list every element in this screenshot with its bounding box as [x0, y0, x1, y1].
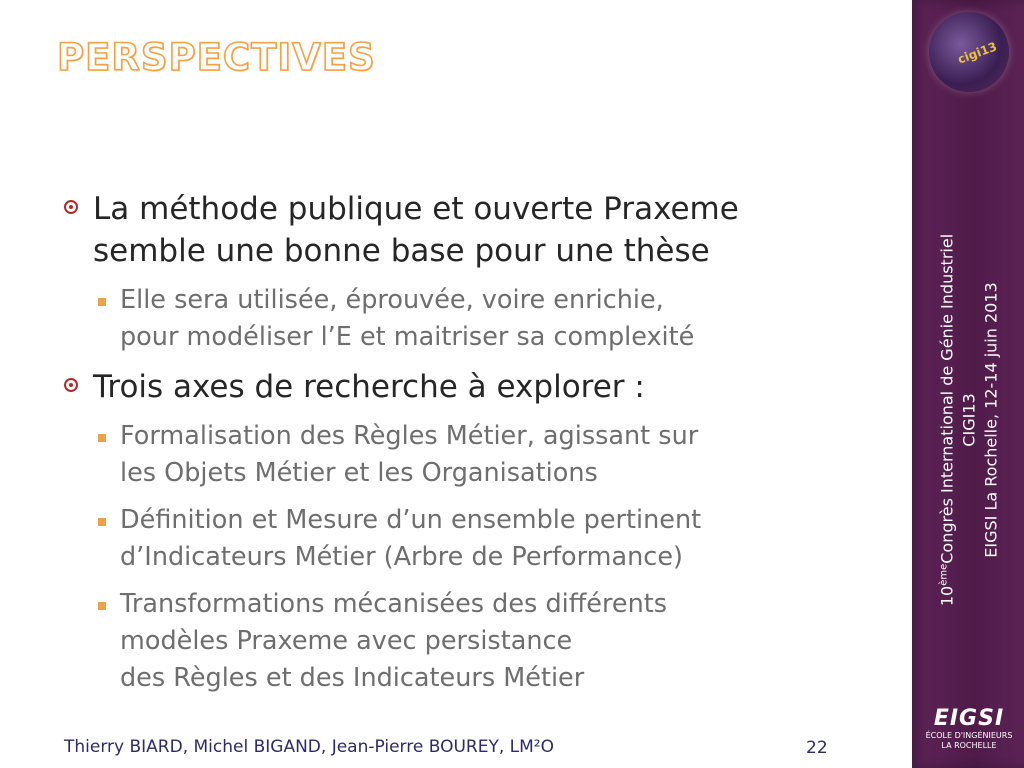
sub-bullet-2-1-line-2: les Objets Métier et les Organisations — [120, 458, 598, 488]
conference-name: Congrès International de Génie Industriel — [937, 233, 957, 564]
conference-ordinal: 10 — [937, 585, 957, 607]
school-logo — [918, 706, 1020, 751]
sub-bullet-2-3-line-2: modèles Praxeme avec persistance — [120, 626, 573, 656]
conference-line-1 — [933, 160, 958, 680]
footer-authors: Thierry BIARD, Michel BIGAND, Jean-Pierre BOUREY, LM²O — [64, 737, 554, 757]
sub-bullet-2-3-line-3: des Règles et des Indicateurs Métier — [120, 663, 585, 693]
bullet-1-line-2: semble une bonne base pour une thèse — [93, 233, 710, 269]
sub-bullet-2-2-line-2: d’Indicateurs Métier (Arbre de Performance) — [120, 542, 683, 572]
school-sub-1: ÉCOLE D'INGÉNIEURS — [925, 731, 1013, 740]
conference-logo-text: cigi13 — [955, 39, 999, 67]
square-bullet-icon — [98, 518, 106, 526]
sidebar — [912, 0, 1024, 768]
conference-line-2: CIGI13 — [959, 393, 979, 447]
page-number: 22 — [806, 738, 828, 758]
conference-ordinal-sup: ème — [938, 563, 950, 586]
bullet-1-line-1: La méthode publique et ouverte Praxeme — [93, 191, 739, 227]
sub-bullet-1-1-line-2: pour modéliser l’E et maitriser sa complexité — [120, 322, 695, 352]
sub-bullet-2-2-line-1: Définition et Mesure d’un ensemble pertinent — [120, 505, 702, 535]
sub-bullet-2-3 — [64, 586, 864, 697]
bullet-list — [64, 188, 864, 707]
sub-bullet-1-1-line-1: Elle sera utilisée, éprouvée, voire enrichie, — [120, 285, 664, 315]
square-bullet-icon — [98, 602, 106, 610]
school-sub-2: LA ROCHELLE — [941, 741, 997, 750]
sub-bullet-2-3-line-1: Transformations mécanisées des différents — [120, 589, 668, 619]
sub-bullet-2-1-line-1: Formalisation des Règles Métier, agissant sur — [120, 421, 699, 451]
conference-line-3: EIGSI La Rochelle, 12-14 juin 2013 — [981, 282, 1001, 558]
slide-title: PERSPECTIVES — [57, 36, 376, 79]
school-name: EIGSI — [933, 706, 1005, 731]
bullet-1 — [64, 188, 864, 272]
conference-vertical-text — [933, 160, 1002, 680]
sub-bullet-2-2 — [64, 502, 864, 576]
sub-bullet-1-1 — [64, 282, 864, 356]
sub-bullet-2-1 — [64, 418, 864, 492]
circle-bullet-icon — [64, 200, 78, 214]
square-bullet-icon — [98, 434, 106, 442]
square-bullet-icon — [98, 298, 106, 306]
conference-logo-icon — [929, 12, 1009, 92]
bullet-2 — [64, 366, 864, 408]
circle-bullet-icon — [64, 378, 78, 392]
bullet-2-line-1: Trois axes de recherche à explorer : — [93, 369, 645, 405]
